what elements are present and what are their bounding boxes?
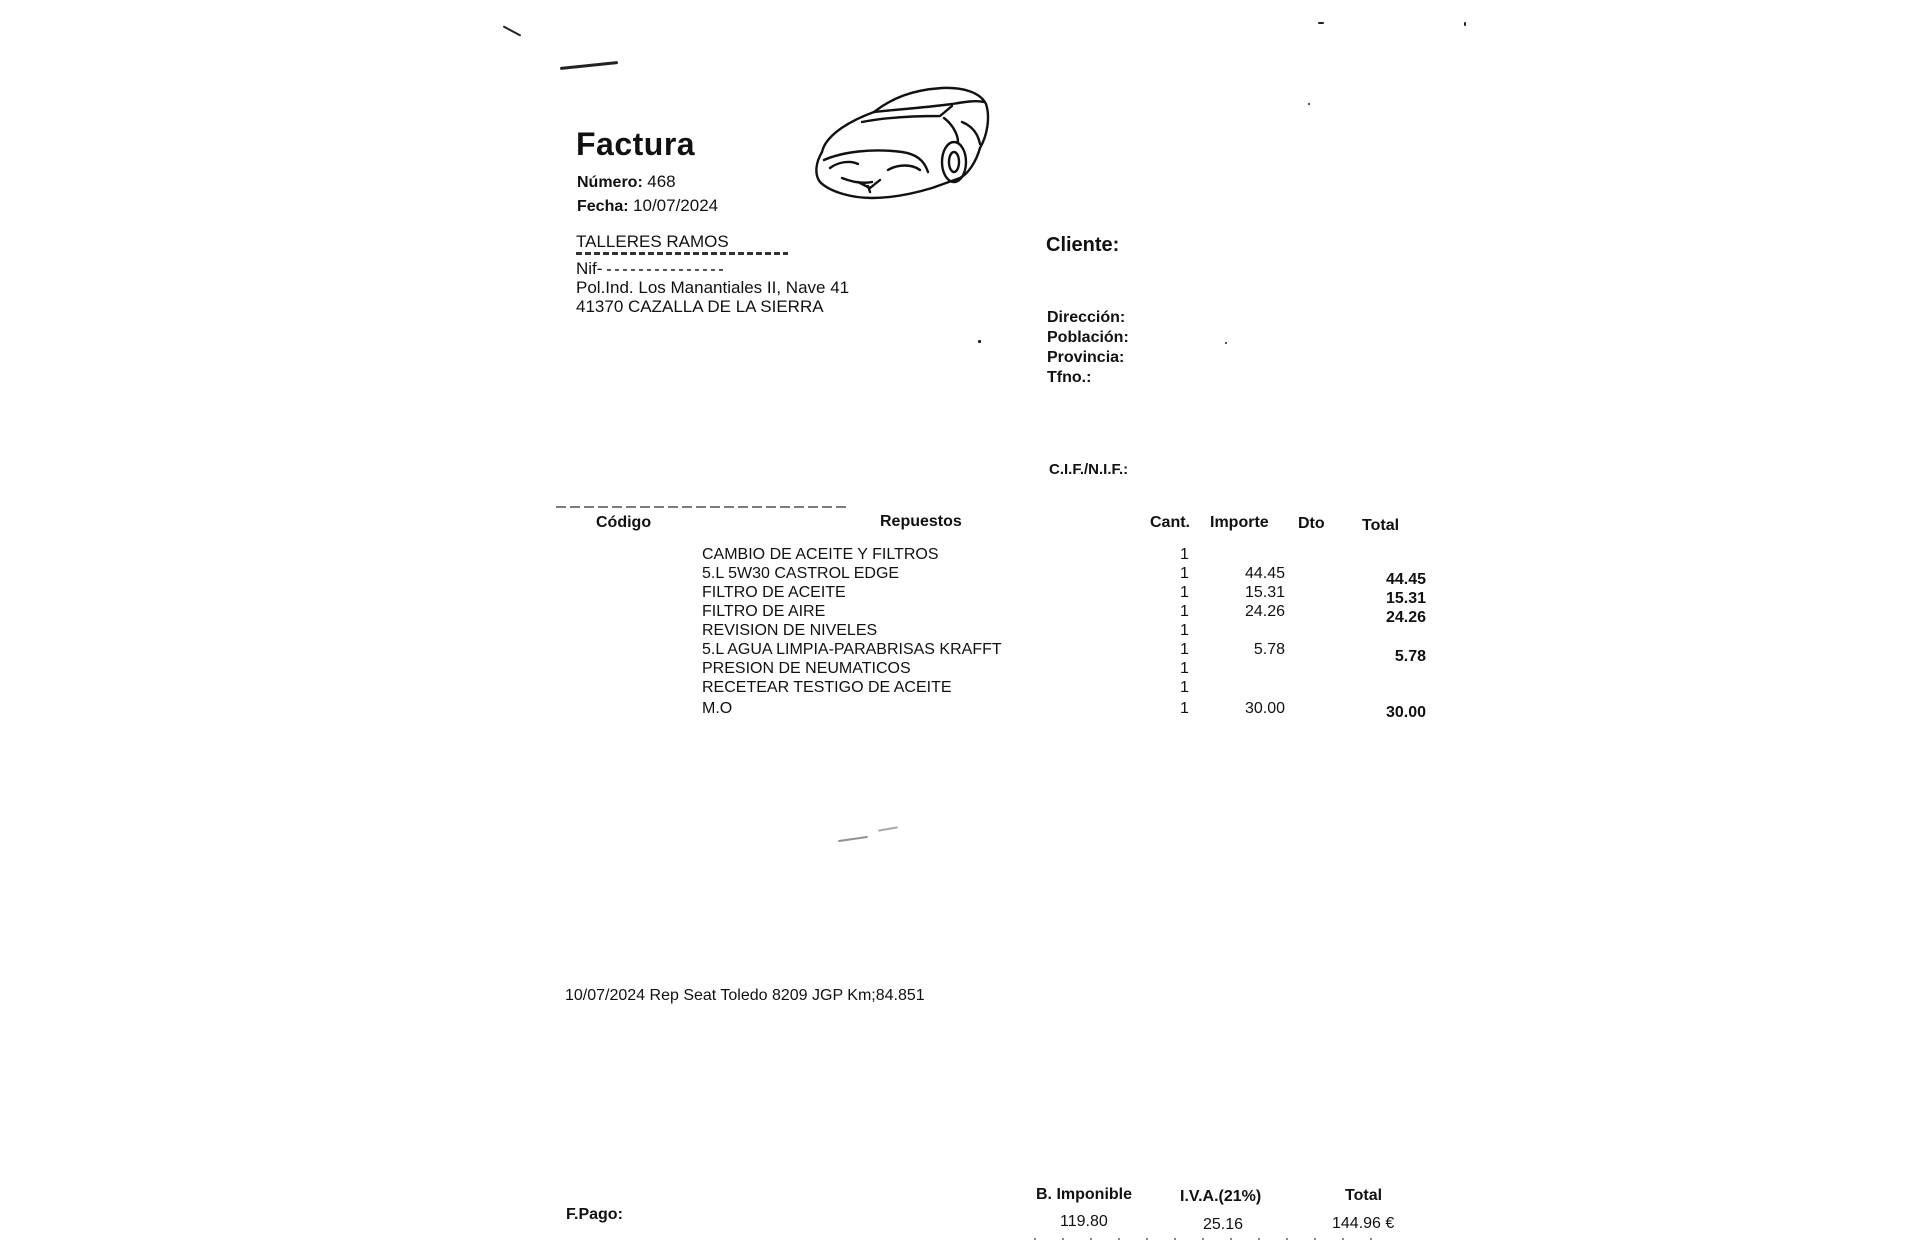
business-city: 41370 CAZALLA DE LA SIERRA — [576, 297, 824, 316]
table-row — [0, 546, 1920, 565]
table-row — [0, 700, 1920, 719]
item-quantity: 1 — [1180, 584, 1189, 601]
item-importe: 5.78 — [1253, 641, 1285, 658]
col-header-codigo: Código — [596, 514, 652, 531]
col-header-cant: Cant. — [1150, 514, 1190, 531]
repair-note: 10/07/2024 Rep Seat Toledo 8209 JGP Km;84.851 — [565, 987, 925, 1004]
grand-total-value: 144.96 € — [1332, 1215, 1395, 1232]
item-description: RECETEAR TESTIGO DE ACEITE — [702, 679, 952, 696]
table-row — [0, 660, 1920, 679]
invoice-number: 468 — [647, 172, 676, 191]
business-address: Pol.Ind. Los Manantiales II, Nave 41 — [576, 278, 850, 297]
client-provincia-label: Provincia: — [1047, 349, 1125, 366]
item-importe: 44.45 — [1244, 565, 1285, 582]
client-poblacion-label: Población: — [1047, 329, 1129, 346]
scan-mark — [503, 25, 522, 36]
footer-dots — [1034, 1238, 1394, 1240]
item-quantity: 1 — [1180, 660, 1189, 677]
invoice-date-label: Fecha: — [577, 198, 629, 215]
scan-mark — [560, 61, 618, 70]
table-row — [0, 622, 1920, 641]
item-description: FILTRO DE AIRE — [702, 603, 826, 620]
business-nif-line — [576, 259, 849, 278]
col-header-importe: Importe — [1210, 514, 1269, 531]
item-description: CAMBIO DE ACEITE Y FILTROS — [702, 546, 939, 563]
item-description: M.O — [702, 700, 733, 717]
grand-total-label: Total — [1345, 1187, 1383, 1204]
client-direccion-label: Dirección: — [1047, 309, 1126, 326]
invoice-title: Factura — [576, 126, 696, 162]
scan-mark — [1308, 103, 1310, 105]
item-description: PRESION DE NEUMATICOS — [702, 660, 911, 677]
item-total: 15.31 — [1385, 590, 1426, 607]
business-block — [576, 232, 849, 316]
item-quantity: 1 — [1180, 622, 1189, 639]
invoice-date: 10/07/2024 — [633, 196, 719, 215]
item-quantity: 1 — [1180, 679, 1189, 696]
col-header-dto: Dto — [1298, 515, 1325, 532]
redacted-line — [576, 252, 849, 255]
item-quantity: 1 — [1180, 546, 1189, 563]
iva-label: I.V.A.(21%) — [1180, 1188, 1262, 1205]
item-importe: 24.26 — [1244, 603, 1285, 620]
scan-mark — [1464, 22, 1466, 26]
business-nif-label: Nif- — [576, 259, 603, 278]
table-row — [0, 679, 1920, 698]
client-cif-label: C.I.F./N.I.F.: — [1049, 461, 1129, 478]
table-row — [0, 603, 1920, 626]
item-description: REVISION DE NIVELES — [702, 622, 878, 639]
payment-label: F.Pago: — [566, 1206, 623, 1223]
col-header-repuestos: Repuestos — [880, 513, 962, 530]
table-header-rule — [556, 506, 846, 508]
item-description: FILTRO DE ACEITE — [702, 584, 846, 601]
base-imponible-value: 119.80 — [1060, 1213, 1108, 1230]
item-importe: 30.00 — [1244, 700, 1285, 717]
item-total: 30.00 — [1385, 704, 1426, 721]
item-total: 5.78 — [1394, 648, 1426, 665]
item-quantity: 1 — [1180, 641, 1189, 658]
scan-mark — [838, 836, 868, 842]
item-description: 5.L AGUA LIMPIA-PARABRISAS KRAFFT — [702, 641, 1002, 658]
item-quantity: 1 — [1180, 565, 1189, 582]
scan-mark — [878, 826, 898, 831]
col-header-total: Total — [1362, 517, 1400, 534]
invoice-number-label: Número: — [577, 174, 643, 191]
item-quantity: 1 — [1180, 603, 1189, 620]
scan-mark — [1225, 342, 1227, 344]
client-label: Cliente: — [1046, 234, 1120, 256]
item-description: 5.L 5W30 CASTROL EDGE — [702, 565, 900, 582]
base-imponible-label: B. Imponible — [1036, 1186, 1132, 1203]
nif-redacted — [607, 269, 727, 271]
car-logo-icon — [812, 82, 990, 204]
item-total: 24.26 — [1385, 609, 1426, 626]
item-quantity: 1 — [1180, 700, 1189, 717]
item-importe: 15.31 — [1244, 584, 1285, 601]
client-fields — [1047, 308, 1129, 388]
client-tfno-label: Tfno.: — [1047, 369, 1092, 386]
table-row — [0, 641, 1920, 665]
table-row — [0, 584, 1920, 607]
item-total: 44.45 — [1385, 571, 1426, 588]
scan-mark — [978, 340, 981, 343]
table-row — [0, 565, 1920, 588]
business-name: TALLERES RAMOS — [576, 232, 729, 251]
invoice-date-line — [577, 196, 718, 216]
invoice-number-line — [577, 172, 676, 192]
iva-value: 25.16 — [1203, 1216, 1244, 1233]
scan-mark — [1318, 22, 1324, 24]
